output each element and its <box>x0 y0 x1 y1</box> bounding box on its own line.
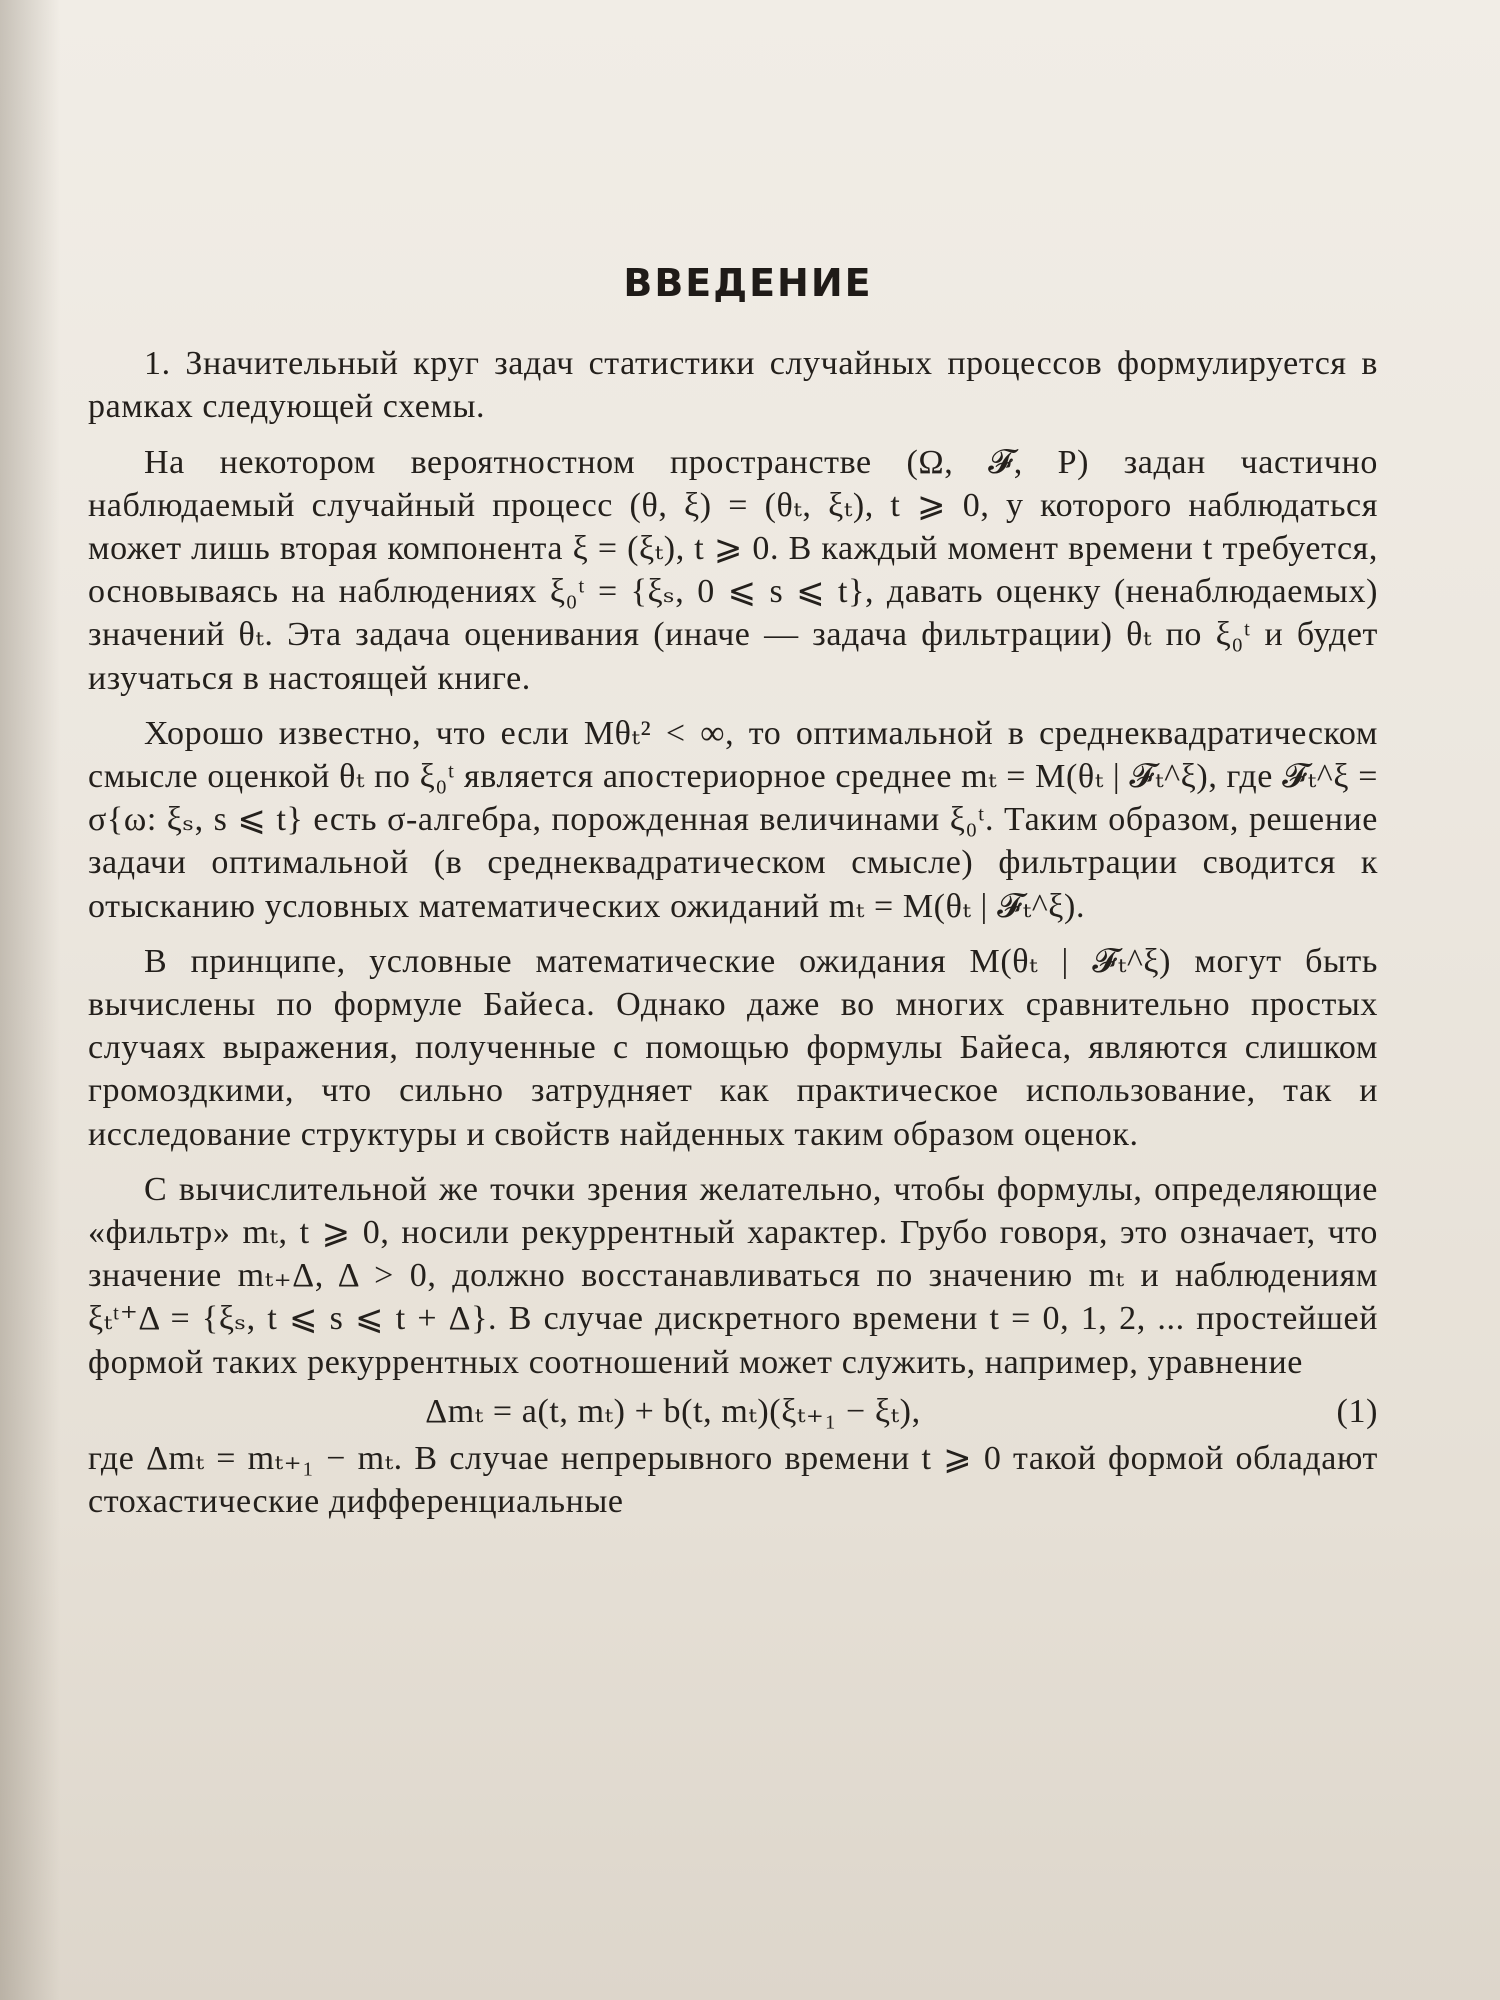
equation-formula: Δmₜ = a(t, mₜ) + b(t, mₜ)(ξₜ₊₁ − ξₜ), <box>425 1392 921 1430</box>
paragraph-1: 1. Значительный круг задач статистики случайных процессов формулируется в рамках следующей схемы. <box>88 345 1378 426</box>
paragraph-6: где Δmₜ = mₜ₊₁ − mₜ. В случае непрерывного времени t ⩾ 0 такой формой обладают стохастические дифференциальные <box>88 1440 1378 1521</box>
chapter-title: ВВЕДЕНИЕ <box>623 261 873 305</box>
page-text <box>88 262 1378 1523</box>
paragraph-3: Хорошо известно, что если Mθₜ² < ∞, то оптимальной в среднеквадратическом смысле оценкой θₜ по ξ₀ᵗ является апостериорное среднее mₜ = M(θₜ | 𝓕ₜ^ξ), где 𝓕ₜ^ξ = σ{ω: ξₛ, s ⩽ t} есть σ-алгебра, порожденная величинами ξ₀ᵗ. Таким образом, решение задачи оптимальной (в среднеквадратическом смысле) фильтрации сводится к отысканию условных математических ожиданий mₜ = M(θₜ | 𝓕ₜ^ξ). <box>88 714 1378 925</box>
paragraph-2: На некотором вероятностном пространстве (Ω, 𝓕, P) задан частично наблюдаемый случайный процесс (θ, ξ) = (θₜ, ξₜ), t ⩾ 0, у которого наблюдаться может лишь вторая компонента ξ = (ξₜ), t ⩾ 0. В каждый момент времени t требуется, основываясь на наблюдениях ξ₀ᵗ = {ξₛ, 0 ⩽ s ⩽ t}, давать оценку (ненаблюдаемых) значений θₜ. Эта задача оценивания (иначе — задача фильтрации) θₜ по ξ₀ᵗ и будет изучаться в настоящей книге. <box>88 443 1378 697</box>
equation-1 <box>88 1390 1378 1433</box>
paragraph-5: С вычислительной же точки зрения желательно, чтобы формулы, определяющие «фильтр» mₜ, t ⩾ 0, носили рекуррентный характер. Грубо говоря, это означает, что значение mₜ₊Δ, Δ > 0, должно восстанавливаться по значению mₜ и наблюдениям ξₜᵗ⁺Δ = {ξₛ, t ⩽ s ⩽ t + Δ}. В случае дискретного времени t = 0, 1, 2, ... простейшей формой таких рекуррентных соотношений может служить, например, уравнение <box>88 1170 1378 1381</box>
paragraph-4: В принципе, условные математические ожидания M(θₜ | 𝓕ₜ^ξ) могут быть вычислены по формуле Байеса. Однако даже во многих сравнительно простых случаях выражения, полученные с помощью формулы Байеса, являются слишком громоздкими, что сильно затрудняет как практическое использование, так и исследование структуры и свойств найденных таким образом оценок. <box>88 942 1378 1153</box>
equation-number: (1) <box>1336 1392 1378 1430</box>
